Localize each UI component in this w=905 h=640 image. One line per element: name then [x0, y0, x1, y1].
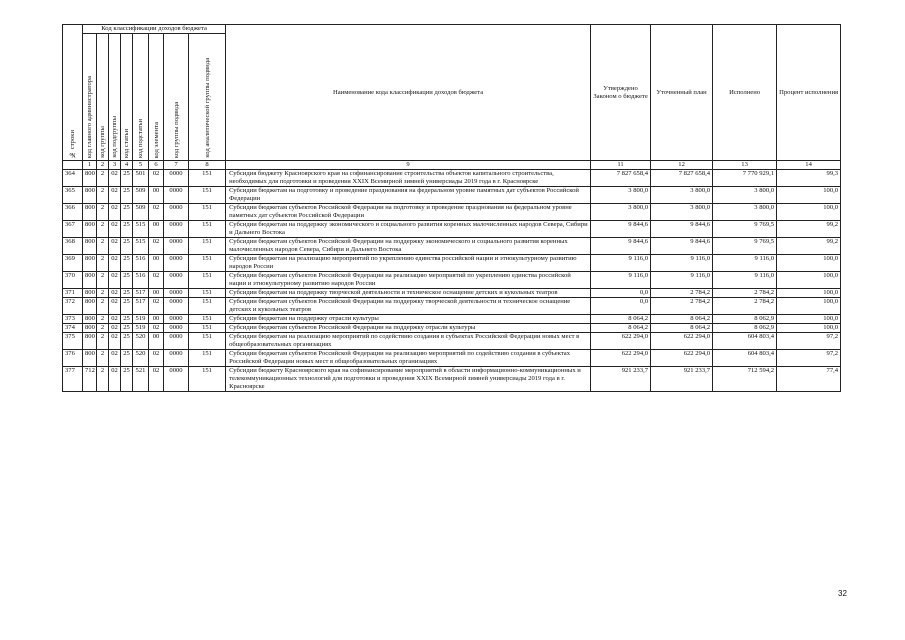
- article-code: 25: [121, 350, 133, 367]
- executed-amount: 2 784,2: [713, 298, 777, 315]
- code-column-header: код статьи: [121, 34, 133, 161]
- admin-code: 712: [83, 367, 97, 392]
- table-row: [63, 298, 841, 315]
- subtype-group-code: 0000: [164, 324, 189, 333]
- execution-percent: 100,0: [777, 272, 841, 289]
- table-row: [63, 324, 841, 333]
- subtype-group-code: 0000: [164, 289, 189, 298]
- executed-amount: 9 116,0: [713, 272, 777, 289]
- subtype-group-code: 0000: [164, 350, 189, 367]
- table-row: [63, 289, 841, 298]
- row-number: 364: [63, 170, 83, 187]
- column-number: 9: [226, 161, 591, 170]
- subtype-group-code: 0000: [164, 170, 189, 187]
- table-row: [63, 367, 841, 392]
- article-code: 25: [121, 238, 133, 255]
- revenue-code-name: Субсидии бюджетам на поддержку творческой деятельности и техническое оснащение детских и кукольных театров: [226, 289, 591, 298]
- subgroup-code: 02: [109, 298, 121, 315]
- execution-percent: 97,2: [777, 333, 841, 350]
- execution-percent: 100,0: [777, 298, 841, 315]
- article-code: 25: [121, 272, 133, 289]
- approved-amount: 9 844,6: [591, 221, 651, 238]
- table-row: [63, 187, 841, 204]
- approved-amount: 8 064,2: [591, 315, 651, 324]
- approved-amount: 3 800,0: [591, 187, 651, 204]
- analytic-group-code: 151: [189, 272, 226, 289]
- group-code: 2: [97, 255, 109, 272]
- subtype-group-code: 0000: [164, 255, 189, 272]
- revised-amount: 622 294,0: [651, 350, 713, 367]
- element-code: 02: [149, 350, 164, 367]
- group-code: 2: [97, 238, 109, 255]
- analytic-group-code: 151: [189, 367, 226, 392]
- table-row: [63, 315, 841, 324]
- row-number: 371: [63, 289, 83, 298]
- table-row: [63, 204, 841, 221]
- approved-amount: 9 116,0: [591, 255, 651, 272]
- admin-code: 800: [83, 324, 97, 333]
- code-column-header: код группы: [97, 34, 109, 161]
- executed-amount: 2 784,2: [713, 289, 777, 298]
- article-code: 25: [121, 298, 133, 315]
- code-column-header: код главного администратора: [83, 34, 97, 161]
- revised-amount: 7 827 658,4: [651, 170, 713, 187]
- group-code: 2: [97, 367, 109, 392]
- approved-amount: 8 064,2: [591, 324, 651, 333]
- approved-amount: 0,0: [591, 289, 651, 298]
- row-number: 365: [63, 187, 83, 204]
- revenue-code-name: Субсидии бюджетам субъектов Российской Федерации на реализацию мероприятий по содействию создания в субъектах Российской Федерации новых мест в общеобразовательных организациях: [226, 350, 591, 367]
- element-code: 02: [149, 170, 164, 187]
- group-code: 2: [97, 315, 109, 324]
- code-column-header: код элемента: [149, 34, 164, 161]
- subtype-group-code: 0000: [164, 298, 189, 315]
- admin-code: 800: [83, 333, 97, 350]
- analytic-group-code: 151: [189, 255, 226, 272]
- revised-column-header: Уточненный план: [651, 25, 713, 161]
- subtype-group-code: 0000: [164, 333, 189, 350]
- percent-column-header: Процент исполнения: [777, 25, 841, 161]
- table-header: [63, 25, 841, 170]
- row-number-header: № строки: [63, 25, 83, 161]
- row-number: 368: [63, 238, 83, 255]
- revised-amount: 921 233,7: [651, 367, 713, 392]
- subgroup-code: 02: [109, 272, 121, 289]
- executed-amount: 9 769,5: [713, 238, 777, 255]
- article-code: 25: [121, 289, 133, 298]
- revised-amount: 9 844,6: [651, 238, 713, 255]
- column-number: 7: [164, 161, 189, 170]
- article-code: 25: [121, 315, 133, 324]
- row-number: 374: [63, 324, 83, 333]
- element-code: 00: [149, 221, 164, 238]
- revenue-code-name: Субсидии бюджетам на реализацию мероприятий по содействию создания в субъектах Российской Федерации новых мест в общеобразовательных организациях: [226, 333, 591, 350]
- approved-amount: 9 116,0: [591, 272, 651, 289]
- table-row: [63, 350, 841, 367]
- executed-amount: 9 116,0: [713, 255, 777, 272]
- element-code: 00: [149, 187, 164, 204]
- revenue-code-name: Субсидии бюджетам субъектов Российской Федерации на поддержку экономического и социального развития коренных малочисленных народов Севера, Сибири и Дальнего Востока: [226, 238, 591, 255]
- subgroup-code: 02: [109, 315, 121, 324]
- execution-percent: 100,0: [777, 204, 841, 221]
- revenue-code-name: Субсидии бюджетам субъектов Российской Федерации на поддержку творческой деятельности и техническое оснащение детских и кукольных театров: [226, 298, 591, 315]
- group-code: 2: [97, 272, 109, 289]
- article-code: 25: [121, 367, 133, 392]
- column-number: 12: [651, 161, 713, 170]
- revised-amount: 8 064,2: [651, 315, 713, 324]
- column-number: 5: [133, 161, 149, 170]
- analytic-group-code: 151: [189, 187, 226, 204]
- revised-amount: 9 844,6: [651, 221, 713, 238]
- analytic-group-code: 151: [189, 333, 226, 350]
- element-code: 00: [149, 255, 164, 272]
- revenue-code-name: Субсидии бюджетам на реализацию мероприятий по укреплению единства российской нации и этнокультурному развитию народов России: [226, 255, 591, 272]
- approved-amount: 9 844,6: [591, 238, 651, 255]
- execution-percent: 97,2: [777, 350, 841, 367]
- group-code: 2: [97, 298, 109, 315]
- subarticle-code: 516: [133, 255, 149, 272]
- revenue-code-name: Субсидии бюджетам на поддержку отрасли культуры: [226, 315, 591, 324]
- executed-column-header: Исполнено: [713, 25, 777, 161]
- execution-percent: 100,0: [777, 255, 841, 272]
- group-code: 2: [97, 333, 109, 350]
- admin-code: 800: [83, 238, 97, 255]
- table-row: [63, 272, 841, 289]
- subarticle-code: 519: [133, 315, 149, 324]
- group-code: 2: [97, 204, 109, 221]
- execution-percent: 100,0: [777, 289, 841, 298]
- row-number: 367: [63, 221, 83, 238]
- revised-amount: 9 116,0: [651, 255, 713, 272]
- code-column-header: код группы подвида: [164, 34, 189, 161]
- executed-amount: 7 770 929,1: [713, 170, 777, 187]
- revenue-code-name: Субсидии бюджету Красноярского края на софинансирование мероприятий в области информационно-коммуникационных и телекоммуникационных технологий для подготовки и проведения XXIX Всемирной зимней универсиады 2019 года в г. Красноярске: [226, 367, 591, 392]
- table-row: [63, 333, 841, 350]
- article-code: 25: [121, 333, 133, 350]
- subgroup-code: 02: [109, 333, 121, 350]
- executed-amount: 604 803,4: [713, 333, 777, 350]
- page-number: 32: [838, 589, 847, 598]
- code-column-header: код подстатьи: [133, 34, 149, 161]
- revenue-code-name: Субсидии бюджетам субъектов Российской Федерации на реализацию мероприятий по укреплению единства российской нации и этнокультурному развитию народов России: [226, 272, 591, 289]
- article-code: 25: [121, 324, 133, 333]
- subgroup-code: 02: [109, 187, 121, 204]
- subgroup-code: 02: [109, 350, 121, 367]
- row-number: 370: [63, 272, 83, 289]
- admin-code: 800: [83, 298, 97, 315]
- group-code: 2: [97, 350, 109, 367]
- revenue-code-name: Субсидии бюджетам субъектов Российской Федерации на поддержку отрасли культуры: [226, 324, 591, 333]
- column-number: 6: [149, 161, 164, 170]
- column-number: 8: [189, 161, 226, 170]
- row-number: 375: [63, 333, 83, 350]
- table-row: [63, 255, 841, 272]
- revenue-code-name: Субсидии бюджетам субъектов Российской Федерации на подготовку и проведение празднования на федеральном уровне памятных дат субъектов Российской Федерации: [226, 204, 591, 221]
- element-code: 02: [149, 324, 164, 333]
- subarticle-code: 516: [133, 272, 149, 289]
- subarticle-code: 515: [133, 238, 149, 255]
- executed-amount: 604 803,4: [713, 350, 777, 367]
- group-code: 2: [97, 289, 109, 298]
- subtype-group-code: 0000: [164, 221, 189, 238]
- row-number: 373: [63, 315, 83, 324]
- analytic-group-code: 151: [189, 315, 226, 324]
- admin-code: 800: [83, 255, 97, 272]
- executed-amount: 8 062,9: [713, 324, 777, 333]
- admin-code: 800: [83, 204, 97, 221]
- column-number: 3: [109, 161, 121, 170]
- subgroup-code: 02: [109, 204, 121, 221]
- executed-amount: 3 800,0: [713, 187, 777, 204]
- article-code: 25: [121, 170, 133, 187]
- row-number: 372: [63, 298, 83, 315]
- approved-amount: 3 800,0: [591, 204, 651, 221]
- subtype-group-code: 0000: [164, 315, 189, 324]
- revenue-code-name: Субсидия бюджету Красноярского края на софинансирование строительства объектов капитального строительства, необходимых для подготовки и проведения XXIX Всемирной зимней универсиады 2019 года в г. Красноярске: [226, 170, 591, 187]
- analytic-group-code: 151: [189, 204, 226, 221]
- subgroup-code: 02: [109, 289, 121, 298]
- analytic-group-code: 151: [189, 170, 226, 187]
- subgroup-code: 02: [109, 324, 121, 333]
- table-row: [63, 170, 841, 187]
- budget-revenue-table: [62, 24, 841, 392]
- column-number: 13: [713, 161, 777, 170]
- subarticle-code: 501: [133, 170, 149, 187]
- admin-code: 800: [83, 187, 97, 204]
- subgroup-code: 02: [109, 221, 121, 238]
- table-body: [63, 170, 841, 392]
- subgroup-code: 02: [109, 255, 121, 272]
- subarticle-code: 521: [133, 367, 149, 392]
- group-code: 2: [97, 170, 109, 187]
- subarticle-code: 509: [133, 204, 149, 221]
- revenue-code-name: Субсидии бюджетам на поддержку экономического и социального развития коренных малочисленных народов Севера, Сибири и Дальнего Востока: [226, 221, 591, 238]
- group-code: 2: [97, 187, 109, 204]
- row-number: 369: [63, 255, 83, 272]
- subgroup-code: 02: [109, 170, 121, 187]
- analytic-group-code: 151: [189, 350, 226, 367]
- column-number: 14: [777, 161, 841, 170]
- admin-code: 800: [83, 350, 97, 367]
- article-code: 25: [121, 255, 133, 272]
- execution-percent: 100,0: [777, 315, 841, 324]
- article-code: 25: [121, 221, 133, 238]
- column-number: 11: [591, 161, 651, 170]
- group-code: 2: [97, 324, 109, 333]
- subarticle-code: 509: [133, 187, 149, 204]
- executed-amount: 8 062,9: [713, 315, 777, 324]
- execution-percent: 99,2: [777, 221, 841, 238]
- approved-column-header: Утверждено Законом о бюджете: [591, 25, 651, 161]
- element-code: 02: [149, 367, 164, 392]
- executed-amount: 9 769,5: [713, 221, 777, 238]
- approved-amount: 622 294,0: [591, 350, 651, 367]
- subtype-group-code: 0000: [164, 367, 189, 392]
- subgroup-code: 02: [109, 238, 121, 255]
- subtype-group-code: 0000: [164, 238, 189, 255]
- column-number-row: [63, 161, 841, 170]
- subtype-group-code: 0000: [164, 187, 189, 204]
- code-column-header: код аналитической группы подвида: [189, 34, 226, 161]
- admin-code: 800: [83, 289, 97, 298]
- subarticle-code: 515: [133, 221, 149, 238]
- element-code: 00: [149, 315, 164, 324]
- executed-amount: 712 594,2: [713, 367, 777, 392]
- article-code: 25: [121, 187, 133, 204]
- executed-amount: 3 800,0: [713, 204, 777, 221]
- revised-amount: 2 784,2: [651, 289, 713, 298]
- admin-code: 800: [83, 315, 97, 324]
- analytic-group-code: 151: [189, 298, 226, 315]
- execution-percent: 99,3: [777, 170, 841, 187]
- approved-amount: 921 233,7: [591, 367, 651, 392]
- analytic-group-code: 151: [189, 221, 226, 238]
- execution-percent: 77,4: [777, 367, 841, 392]
- element-code: 02: [149, 298, 164, 315]
- subtype-group-code: 0000: [164, 272, 189, 289]
- subarticle-code: 520: [133, 333, 149, 350]
- revised-amount: 8 064,2: [651, 324, 713, 333]
- article-code: 25: [121, 204, 133, 221]
- revised-amount: 2 784,2: [651, 298, 713, 315]
- element-code: 00: [149, 333, 164, 350]
- row-number: 377: [63, 367, 83, 392]
- admin-code: 800: [83, 272, 97, 289]
- column-number: 2: [97, 161, 109, 170]
- revenue-code-name: Субсидии бюджетам на подготовку и проведение празднования на федеральном уровне памятных дат субъектов Российской Федерации: [226, 187, 591, 204]
- row-number: 366: [63, 204, 83, 221]
- subarticle-code: 520: [133, 350, 149, 367]
- revised-amount: 622 294,0: [651, 333, 713, 350]
- subarticle-code: 519: [133, 324, 149, 333]
- analytic-group-code: 151: [189, 238, 226, 255]
- element-code: 02: [149, 238, 164, 255]
- column-number: 4: [121, 161, 133, 170]
- approved-amount: 0,0: [591, 298, 651, 315]
- execution-percent: 100,0: [777, 187, 841, 204]
- column-number: 1: [83, 161, 97, 170]
- subarticle-code: 517: [133, 298, 149, 315]
- table-row: [63, 238, 841, 255]
- execution-percent: 100,0: [777, 324, 841, 333]
- execution-percent: 99,2: [777, 238, 841, 255]
- approved-amount: 622 294,0: [591, 333, 651, 350]
- approved-amount: 7 827 658,4: [591, 170, 651, 187]
- revised-amount: 3 800,0: [651, 204, 713, 221]
- element-code: 02: [149, 272, 164, 289]
- group-code: 2: [97, 221, 109, 238]
- subtype-group-code: 0000: [164, 204, 189, 221]
- code-column-header: код подгруппы: [109, 34, 121, 161]
- revised-amount: 3 800,0: [651, 187, 713, 204]
- admin-code: 800: [83, 221, 97, 238]
- row-number: 376: [63, 350, 83, 367]
- subgroup-code: 02: [109, 367, 121, 392]
- subarticle-code: 517: [133, 289, 149, 298]
- code-classification-group-header: Код классификации доходов бюджета: [83, 25, 226, 34]
- name-column-header: Наименование кода классификации доходов бюджета: [226, 25, 591, 161]
- analytic-group-code: 151: [189, 324, 226, 333]
- element-code: 00: [149, 289, 164, 298]
- revised-amount: 9 116,0: [651, 272, 713, 289]
- analytic-group-code: 151: [189, 289, 226, 298]
- admin-code: 800: [83, 170, 97, 187]
- table-row: [63, 221, 841, 238]
- element-code: 02: [149, 204, 164, 221]
